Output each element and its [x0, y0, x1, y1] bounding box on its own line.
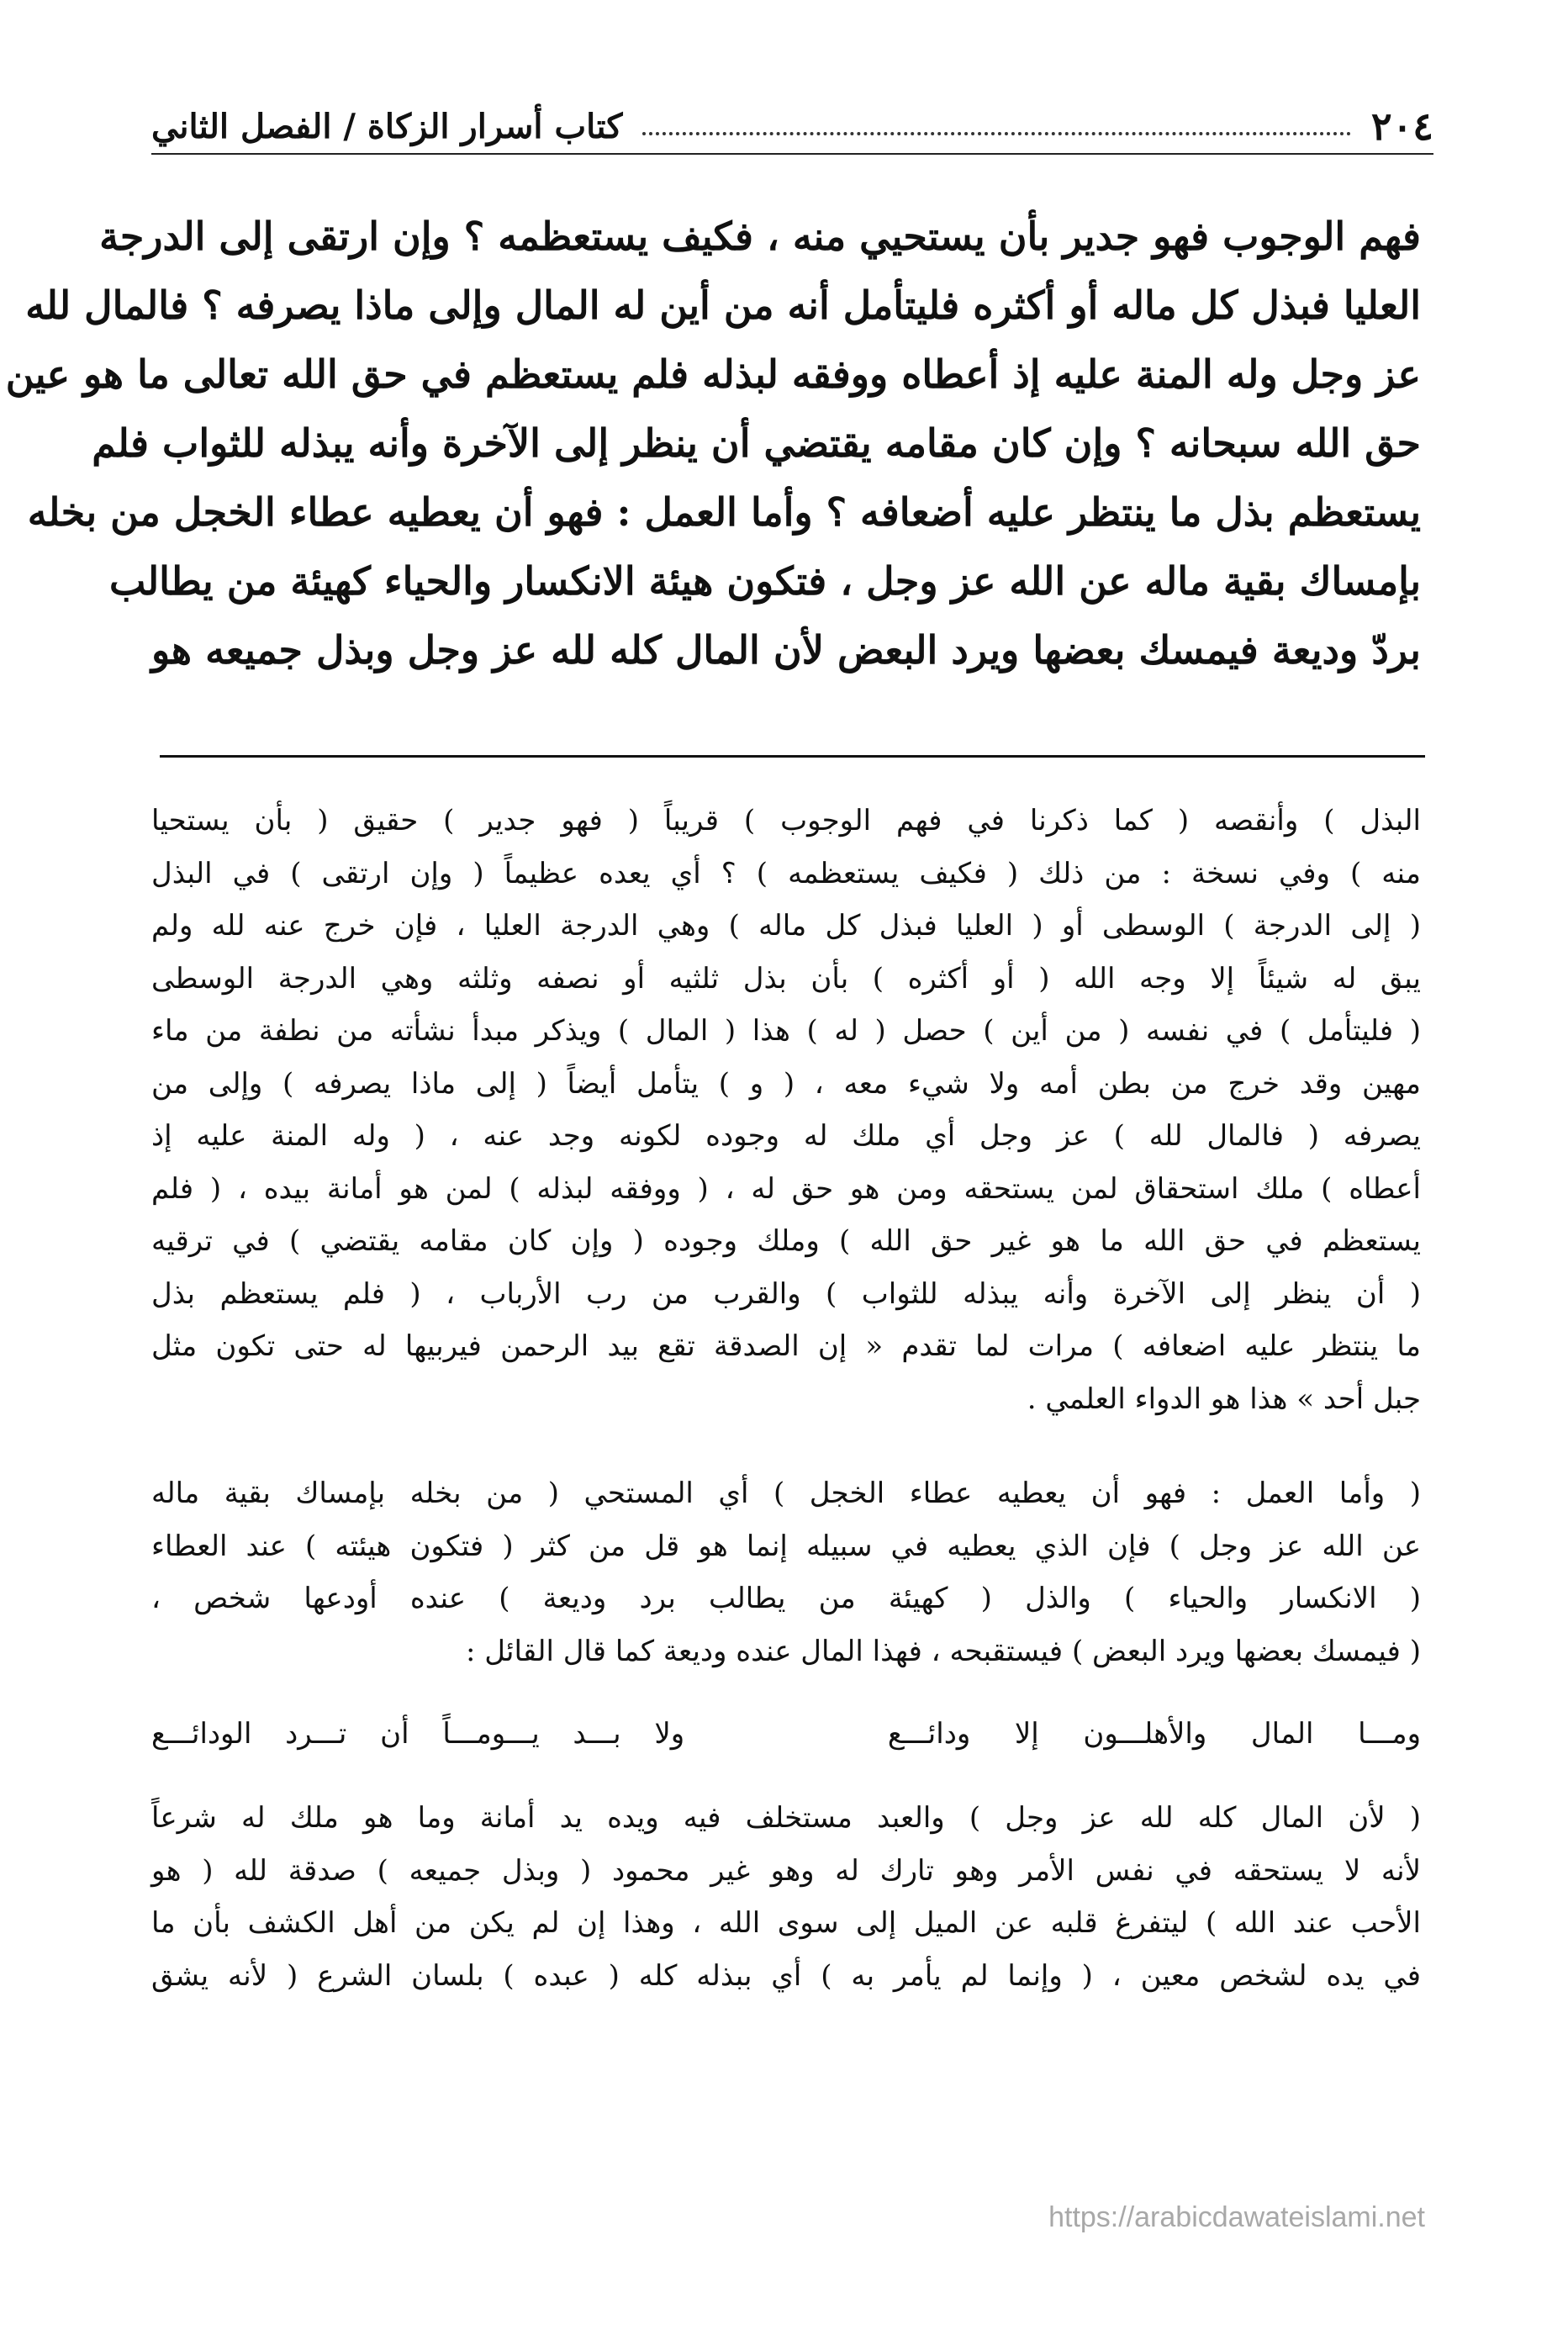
commentary-line: ( الانكسار والحياء ) والذل ( كهيئة من يطالب برد وديعة ) عنده أودعها شخص ،: [151, 1582, 1421, 1615]
main-text-line: العليا فبذل كل ماله أو أكثره فليتأمل أنه من أين له المال وإلى ماذا يصرفه ؟ فالمال لله: [25, 283, 1421, 328]
commentary-line: ( إلى الدرجة ) الوسطى أو ( العليا فبذل كل ماله ) وهي الدرجة العليا ، فإن خرج عنه لله ولم: [151, 909, 1421, 943]
main-text-block: [5, 202, 1421, 684]
commentary-line: لأنه لا يستحقه في نفس الأمر وهو تارك له وهو غير محمود ( وبذل جميعه ) صدقة لله ( هو: [151, 1853, 1421, 1888]
main-text-line: فهم الوجوب فهو جدير بأن يستحيي منه ، فكيف يستعظمه ؟ وإن ارتقى إلى الدرجة: [99, 214, 1421, 259]
verse-second-hemistich: ولا بـــد يـــومـــاً أن تـــرد الودائـــع: [151, 1717, 685, 1751]
main-text-line: بردّ وديعة فيمسك بعضها ويرد البعض لأن المال كله لله عز وجل وبذل جميعه هو: [151, 627, 1421, 673]
commentary-line: ( فليتأمل ) في نفسه ( من أين ) حصل ( له ) هذا ( المال ) ويذكر مبدأ نشأته من نطفة من ماء: [151, 1014, 1421, 1048]
main-text-line: عز وجل وله المنة عليه إذ أعطاه ووفقه لبذله فلم يستعظم في حق الله تعالى ما هو عين: [5, 351, 1421, 397]
website-watermark: https://arabicdawateislami.net: [1048, 2201, 1425, 2233]
commentary-line: ( فيمسك بعضها ويرد البعض ) فيستقبحه ، فهذا المال عنده وديعة كما قال القائل :: [466, 1634, 1421, 1668]
commentary-line: أعطاه ) ملك استحقاق لمن يستحقه ومن هو حق له ، ( ووفقه لبذله ) لمن هو أمانة بيده ، ( فلم: [151, 1171, 1421, 1206]
commentary-line: مهين وقد خرج من بطن أمه ولا شيء معه ، ( و ) يتأمل أيضاً ( إلى ماذا يصرفه ) وإلى من: [151, 1066, 1421, 1101]
main-text-line: حق الله سبحانه ؟ وإن كان مقامه يقتضي أن ينظر إلى الآخرة وأنه يبذله للثواب فلم: [92, 420, 1421, 466]
commentary-line: ( أن ينظر إلى الآخرة وأنه يبذله للثواب ) والقرب من رب الأرباب ، ( فلم يستعظم بذل: [151, 1276, 1421, 1311]
commentary-block: [151, 795, 1421, 2002]
running-title: كتاب أسرار الزكاة / الفصل الثاني: [151, 106, 623, 146]
page-header: [151, 99, 1433, 155]
commentary-line: ( لأن المال كله لله عز وجل ) والعبد مستخلف فيه ويده يد أمانة وما هو ملك له شرعاً: [151, 1801, 1421, 1835]
main-text-line: يستعظم بذل ما ينتظر عليه أضعافه ؟ وأما العمل : فهو أن يعطيه عطاء الخجل من بخله: [27, 489, 1421, 535]
commentary-line: منه ) وفي نسخة : من ذلك ( فكيف يستعظمه ) ؟ أي يعده عظيماً ( وإن ارتقى ) في البذل: [151, 856, 1421, 890]
page-number: ٢٠٤: [1370, 103, 1433, 149]
commentary-line: يستعظم في حق الله ما هو غير حق الله ) وملك وجوده ( وإن كان مقامه يقتضي ) في ترقيه: [151, 1224, 1421, 1258]
footnote-separator: [160, 755, 1425, 758]
commentary-line: ( وأما العمل : فهو أن يعطيه عطاء الخجل ) أي المستحي ( من بخله بإمساك بقية ماله: [151, 1477, 1421, 1510]
commentary-line: الأحب عند الله ) ليتفرغ قلبه عن الميل إلى سوى الله ، وهذا إن لم يكن من أهل الكشف بأن ما: [151, 1906, 1421, 1940]
commentary-line: جبل أحد » هذا هو الدواء العلمي .: [1027, 1381, 1421, 1416]
main-text-line: بإمساك بقية ماله عن الله عز وجل ، فتكون هيئة الانكسار والحياء كهيئة من يطالب: [108, 558, 1421, 604]
commentary-line: عن الله عز وجل ) فإن الذي يعطيه في سبيله إنما هو قل من كثر ( فتكون هيئته ) عند العطاء: [151, 1529, 1421, 1563]
header-dot-leader: [642, 132, 1350, 135]
paragraph-spacer: [151, 1677, 1421, 1701]
commentary-line: في يده لشخص معين ، ( وإنما لم يأمر به ) أي ببذله كله ( عبده ) بلسان الشرع ( لأنه يشق: [151, 1958, 1421, 1993]
commentary-line: يبق له شيئاً إلا وجه الله ( أو أكثره ) بأن بذل ثلثيه أو نصفه وثلثه وهي الدرجة الوسطى: [151, 961, 1421, 996]
poetry-verse: [151, 1708, 1421, 1760]
commentary-line: ما ينتظر عليه اضعافه ) مرات لما تقدم « إن الصدقة تقع بيد الرحمن فيربيها له حتى تكون مثل: [151, 1329, 1421, 1363]
paragraph-spacer: [151, 1425, 1421, 1467]
commentary-line: يصرفه ( فالمال لله ) عز وجل أي ملك له وجوده لكونه وجد عنه ، ( وله المنة عليه إذ: [151, 1119, 1421, 1153]
commentary-line: البذل ) وأنقصه ( كما ذكرنا في فهم الوجوب ) قريباً ( فهو جدير ) حقيق ( بأن يستحيا: [151, 804, 1421, 837]
verse-first-hemistich: ومـــا المال والأهلـــون إلا ودائـــع: [887, 1717, 1421, 1751]
